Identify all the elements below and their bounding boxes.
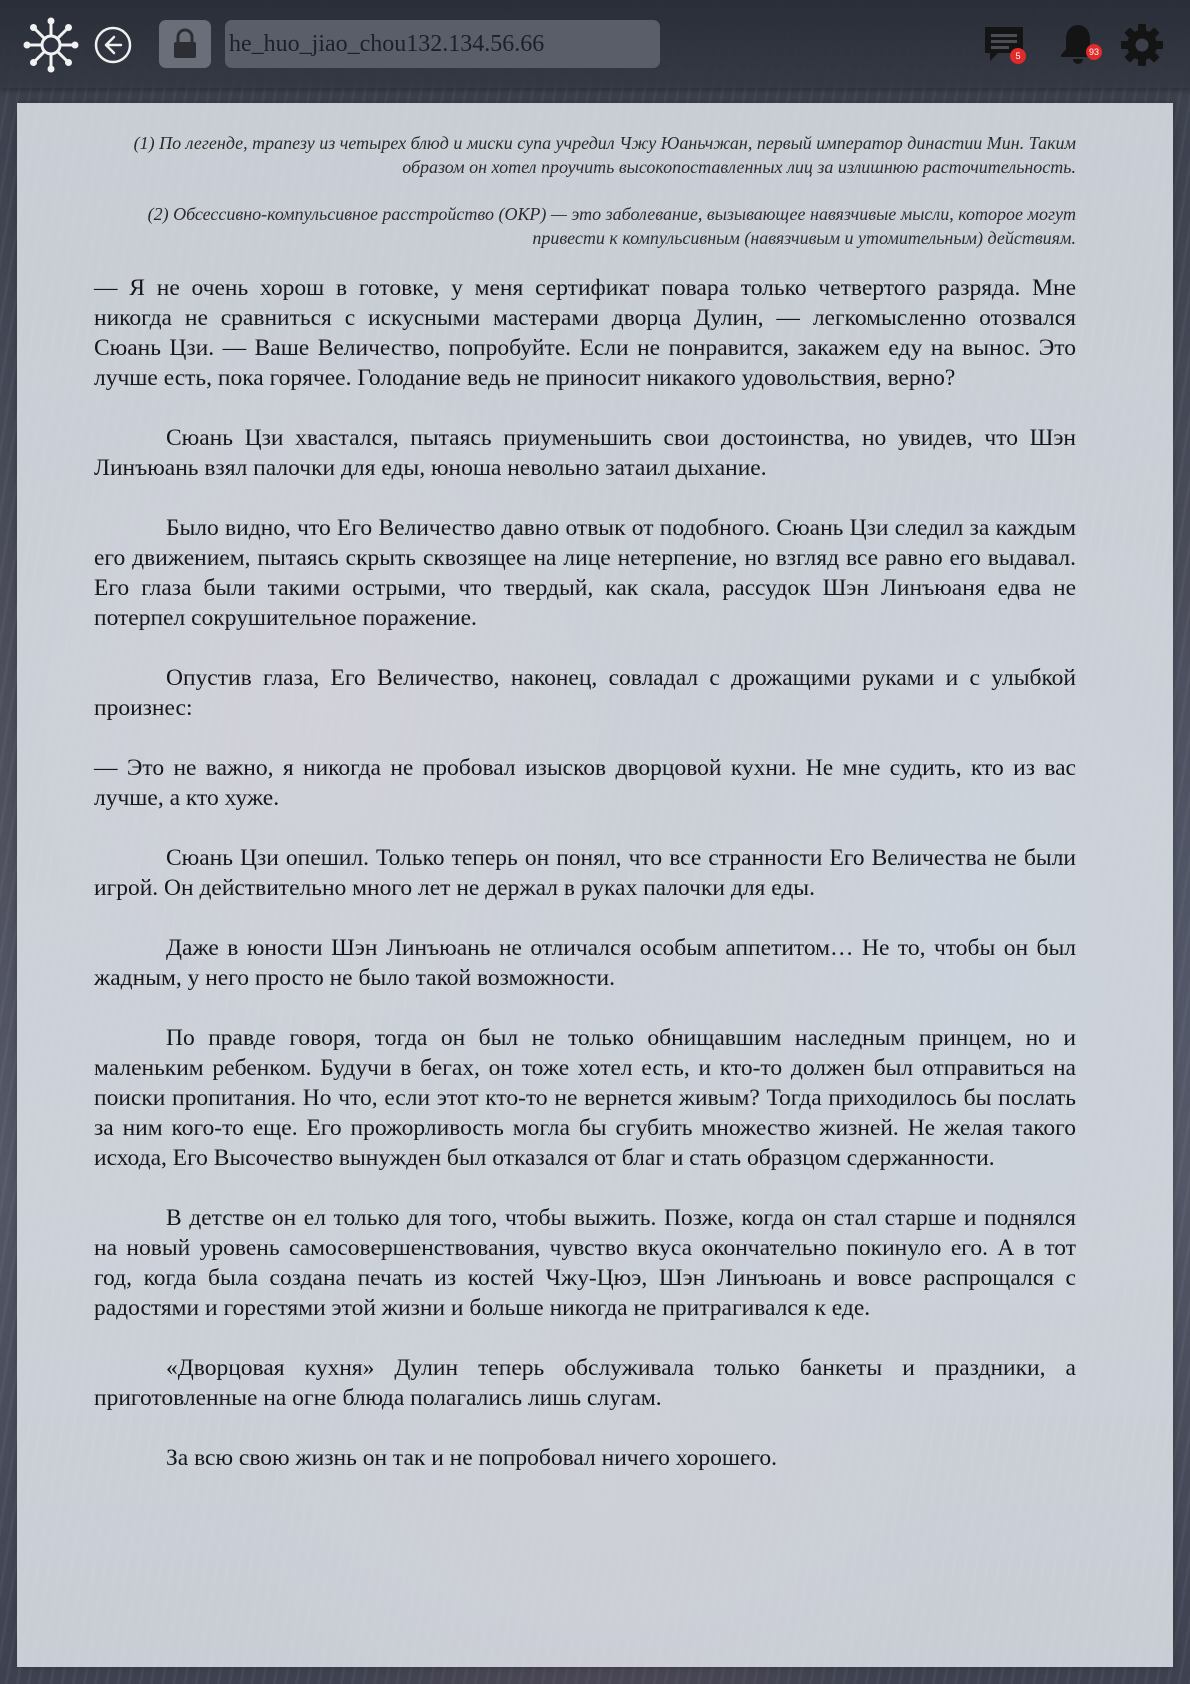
paragraph: Сюань Цзи хвастался, пытаясь приуменьшить свои достоинства, но увидев, что Шэн Линъюань взял палочки для еды, юноша невольно затаил дыхание.: [94, 425, 1076, 481]
messages-button[interactable]: [980, 22, 1028, 66]
paragraph: «Дворцовая кухня» Дулин теперь обслуживала только банкеты и праздники, а приготовленные на огне блюда полагались лишь слугам.: [94, 1355, 1076, 1411]
paragraph: Было видно, что Его Величество давно отвык от подобного. Сюань Цзи следил за каждым его движением, пытаясь скрыть сквозящее на лице нетерпение, но взгляд все равно его выдавал. Его глаза были такими острыми, что твердый, как скала, рассудок Шэн Линъюаня едва не потерпел сокрушительное поражение.: [94, 515, 1076, 631]
footnote-2: (2) Обсессивно-компульсивное расстройство (ОКР) — это заболевание, вызывающее навязчивые мысли, которое могут привести к компульсивным (навязчивым и утомительным) действиям.: [147, 204, 1076, 248]
paragraph: По правде говоря, тогда он был не только обнищавшим наследным принцем, но и маленьким ребенком. Будучи в бегах, он тоже хотел есть, и кто-то должен был отправиться на поиски пропитания. Но что, если этот кто-то не вернется живым? Тогда приходилось бы послать за ним кого-то еще. Его прожорливость могла бы сгубить множество жизней. Не желая такого исхода, Его Высочество вынужден был отказался от благ и стать образцом сдержанности.: [94, 1025, 1076, 1171]
paragraph: — Это не важно, я никогда не пробовал изысков дворцовой кухни. Не мне судить, кто из вас лучше, а кто хуже.: [94, 755, 1076, 811]
top-bar: [0, 0, 1190, 88]
paragraph: За всю свою жизнь он так и не попробовал ничего хорошего.: [166, 1445, 778, 1471]
network-hub-icon[interactable]: [22, 16, 80, 74]
paragraph: Сюань Цзи опешил. Только теперь он понял, что все странности Его Величества не были игрой. Он действительно много лет не держал в руках палочки для еды.: [94, 845, 1076, 901]
chapter-text: [94, 131, 1076, 1503]
paragraph: Даже в юности Шэн Линъюань не отличался особым аппетитом… Не то, чтобы он был жадным, у него просто не было такой возможности.: [94, 935, 1076, 991]
paragraph: Опустив глаза, Его Величество, наконец, совладал с дрожащими руками и с улыбкой произнес:: [94, 665, 1076, 721]
back-arrow-icon: [93, 25, 133, 65]
gear-icon: [1120, 23, 1164, 67]
footnote-1: (1) По легенде, трапезу из четырех блюд и миски супа учредил Чжу Юаньчжан, первый император династии Мин. Таким образом он хотел проучить высокопоставленных лиц за излишнюю расточительность.: [133, 133, 1076, 177]
notifications-badge: 93: [1086, 44, 1102, 60]
lock-icon: [170, 28, 200, 60]
reading-panel: [17, 103, 1173, 1667]
paragraph: В детстве он ел только для того, чтобы выжить. Позже, когда он стал старше и поднялся на новый уровень самосовершенствования, чувство вкуса окончательно покинуло его. А в тот год, когда была создана печать из костей Чжу-Цюэ, Шэн Линъюань и вовсе распрощался с радостями и горестями этой жизни и больше никогда не притрагивался к еде.: [94, 1205, 1076, 1321]
paragraph: — Я не очень хорош в готовке, у меня сертификат повара только четвертого разряда. Мне никогда не сравниться с искусными мастерами дворца Дулин, — легкомысленно отозвался Сюань Цзи. — Ваше Величество, попробуйте. Если не понравится, закажем еду на вынос. Это лучше есть, пока горячее. Голодание ведь не приносит никакого удовольствия, верно?: [94, 275, 1076, 391]
notifications-button[interactable]: [1056, 20, 1100, 68]
address-bar[interactable]: [225, 20, 660, 68]
back-button[interactable]: [92, 24, 134, 66]
messages-badge: 5: [1010, 48, 1026, 64]
address-input[interactable]: [229, 31, 660, 58]
lock-button[interactable]: [159, 20, 211, 68]
settings-button[interactable]: [1119, 22, 1165, 68]
